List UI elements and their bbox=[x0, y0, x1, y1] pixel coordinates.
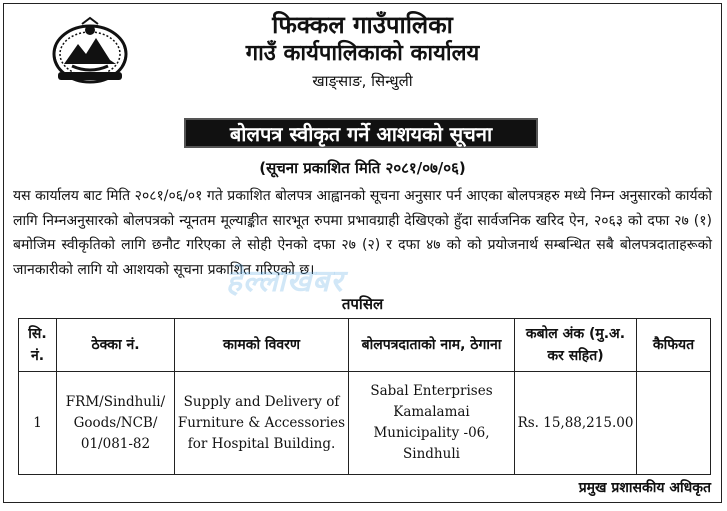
office-address: खाङ्साङ, सिन्धुली bbox=[312, 72, 413, 90]
cell-description: Supply and Delivery of Furniture & Accessories for Hospital Building. bbox=[175, 372, 349, 475]
municipality-name: फिक्कल गाउँपालिका bbox=[272, 11, 453, 39]
signatory-title: प्रमुख प्रशासकीय अधिकृत bbox=[578, 480, 711, 496]
letterhead bbox=[4, 10, 721, 92]
office-name: गाउँ कार्यपालिकाको कार्यालय bbox=[245, 41, 480, 66]
table-row bbox=[19, 372, 711, 475]
col-header-description: कामको विवरण bbox=[175, 319, 349, 372]
col-header-sn: सि. नं. bbox=[19, 319, 57, 372]
details-heading: तपसिल bbox=[341, 295, 384, 313]
cell-amount: Rs. 15,88,215.00 bbox=[515, 372, 637, 475]
col-header-bidder: बोलपत्रदाताको नाम, ठेगाना bbox=[349, 319, 515, 372]
cell-bidder: Sabal Enterprises Kamalamai Municipality -06, Sindhuli bbox=[349, 372, 515, 475]
col-header-contract-no: ठेक्का नं. bbox=[57, 319, 175, 372]
notice-page bbox=[3, 3, 722, 503]
notice-title: बोलपत्र स्वीकृत गर्ने आशयको सूचना bbox=[184, 118, 538, 148]
cell-contract-no: FRM/Sindhuli/ Goods/NCB/ 01/081-82 bbox=[57, 372, 175, 475]
notice-body: यस कार्यालय बाट मिति २०८१/०६/०१ गते प्रकाशित बोलपत्र आह्वानको सूचना अनुसार पर्न आएका बोलपत्रहरु मध्ये निम्न अनुसारको कार्यको लागि निम्नअनुसारको बोलपत्रको न्यूनतम मूल्याङ्कीत सारभूत रुपमा प्रभावग्राही देखिएको हुँदा सार्वजनिक खरिद ऐन, २०६३ को दफा २७ (१) बमोजिम स्वीकृतिको लागि छनौट गरिएका ले सोही ऐनको दफा २७ (२) र दफा ४७ को को प्रयोजनार्थ सम्बन्धित सबै बोलपत्रदाताहरूको जानकारीको लागि यो आशयको सूचना प्रकाशित गरिएको छ। bbox=[13, 188, 712, 278]
col-header-amount: कबोल अंक (मु.अ. कर सहित) bbox=[515, 319, 637, 372]
cell-sn: 1 bbox=[19, 372, 57, 475]
col-header-remarks: कैफियत bbox=[637, 319, 711, 372]
watermark: हेल्लाखबर bbox=[226, 264, 344, 299]
cell-remarks bbox=[637, 372, 711, 475]
table-header-row bbox=[19, 319, 711, 372]
publication-date: (सूचना प्रकाशित मिति २०८१/०७/०६) bbox=[259, 159, 466, 177]
bid-table bbox=[18, 318, 711, 475]
